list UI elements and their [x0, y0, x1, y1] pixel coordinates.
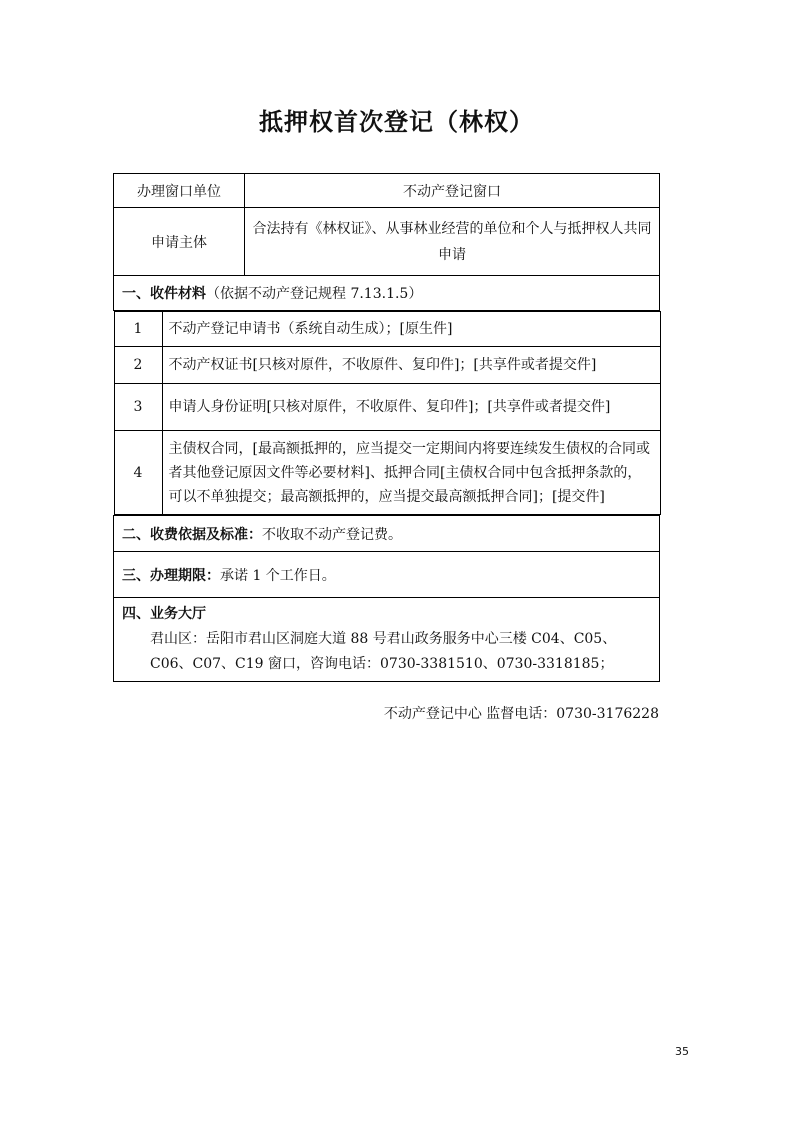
office-row	[114, 174, 660, 208]
period-heading: 三、办理期限：	[122, 567, 220, 584]
material-item	[114, 347, 660, 384]
material-item	[114, 312, 660, 347]
materials-basis: （依据不动产登记规程 7.13.1.5）	[206, 286, 423, 302]
hall-row	[114, 598, 660, 682]
material-item	[114, 431, 660, 515]
hall-cell	[114, 598, 660, 682]
applicant-row	[114, 208, 660, 276]
material-number: 4	[114, 431, 162, 515]
period-cell	[114, 552, 660, 598]
materials-heading-cell	[114, 276, 660, 311]
hall-heading: 四、业务大厅	[122, 606, 206, 622]
material-text: 主债权合同，[最高额抵押的，应当提交一定期间内将要连续发生债权的合同或者其他登记原因文件等必要材料]、抵押合同[主债权合同中包含抵押条款的，可以不单独提交；最高额抵押的，应当提交最高额抵押合同]；[提交件]	[162, 431, 660, 515]
materials-list-cell	[114, 311, 660, 516]
material-item	[114, 384, 660, 431]
office-value: 不动产登记窗口	[245, 174, 660, 208]
material-text: 不动产登记申请书（系统自动生成）；[原生件]	[162, 312, 660, 347]
period-row	[114, 552, 660, 598]
fees-heading: 二、收费依据及标准：	[122, 526, 262, 543]
material-number: 1	[114, 312, 162, 347]
applicant-label: 申请主体	[114, 208, 245, 276]
fees-row	[114, 516, 660, 552]
materials-list-row	[114, 311, 660, 516]
hall-text: 君山区：岳阳市君山区洞庭大道 88 号君山政务服务中心三楼 C04、C05、C06、C07、C19 窗口，咨询电话：0730-3381510、0730-3318185；	[150, 631, 617, 672]
fees-text: 不收取不动产登记费。	[262, 526, 402, 543]
period-text: 承诺 1 个工作日。	[220, 567, 336, 584]
materials-heading-row	[114, 276, 660, 311]
office-label: 办理窗口单位	[114, 174, 245, 208]
material-text: 申请人身份证明[只核对原件，不收原件、复印件]；[共享件或者提交件]	[162, 384, 660, 431]
footer-contact: 不动产登记中心 监督电话：0730-3176228	[383, 706, 659, 722]
materials-heading: 一、收件材料	[122, 286, 206, 302]
material-number: 2	[114, 347, 162, 384]
guide-table	[113, 173, 660, 682]
applicant-value: 合法持有《林权证》、从事林业经营的单位和个人与抵押权人共同申请	[245, 208, 660, 276]
material-number: 3	[114, 384, 162, 431]
page-number: 35	[675, 1045, 689, 1058]
materials-list	[114, 311, 661, 515]
material-text: 不动产权证书[只核对原件，不收原件、复印件]；[共享件或者提交件]	[162, 347, 660, 384]
page-title: 抵押权首次登记（林权）	[259, 108, 534, 136]
fees-cell	[114, 516, 660, 552]
hall-text-wrap	[122, 627, 651, 677]
